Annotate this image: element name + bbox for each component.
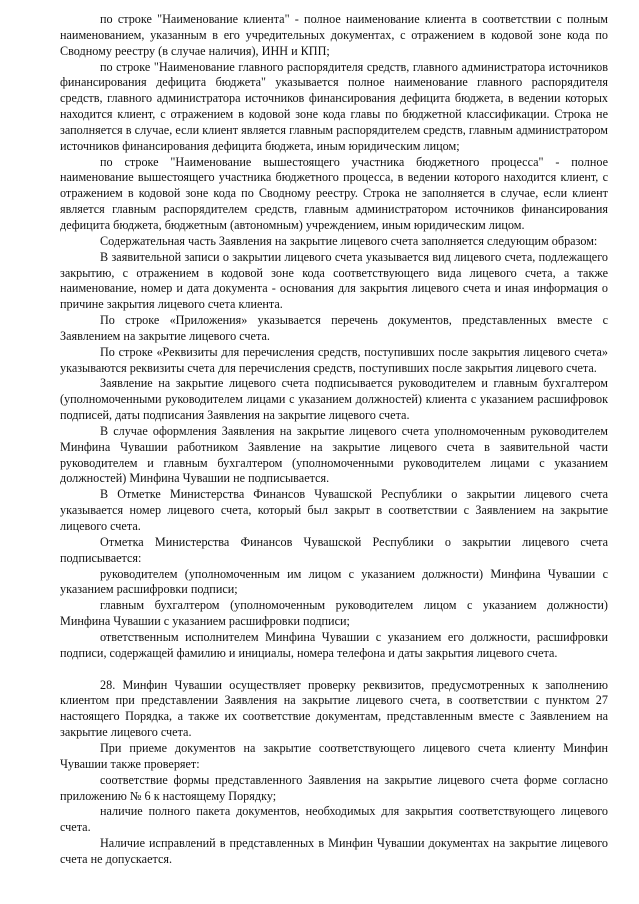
paragraph-ministry-mark: В Отметке Министерства Финансов Чувашской Республики о закрытии лицевого счета указывается номер лицевого счета, который был закрыт в соответствии с Заявлением на закрытие лицевого счета.: [60, 487, 608, 533]
paragraph-acceptance-check: При приеме документов на закрытие соответствующего лицевого счета клиенту Минфин Чувашии также проверяет:: [60, 740, 608, 771]
paragraph-signer-head: руководителем (уполномоченным им лицом с указанием должности) Минфина Чувашии с указанием расшифровки подписи;: [60, 566, 608, 597]
paragraph-item-28: 28. Минфин Чувашии осуществляет проверку реквизитов, предусмотренных к заполнению клиентом при представлении Заявления на закрытие лицевого счета, в соответствии с пунктом 27 настоящего Порядка, а также их соответствие документам, представленным вместе с Заявлением на закрытие лицевого счета.: [60, 677, 608, 740]
paragraph-transfer-details: По строке «Реквизиты для перечисления средств, поступивших после закрытия лицевого счета» указываются реквизиты счета для перечисления средств, поступивших после закрытия лицевого счета.: [60, 344, 608, 375]
paragraph-document-package: наличие полного пакета документов, необходимых для закрытия соответствующего лицевого счета.: [60, 804, 608, 835]
paragraph-signer-executor: ответственным исполнителем Минфина Чувашии с указанием его должности, расшифровки подписи, содержащей фамилию и инициалы, номера телефона и даты закрытия лицевого счета.: [60, 629, 608, 660]
paragraph-no-corrections: Наличие исправлений в представленных в Минфин Чувашии документах на закрытие лицевого счета не допускается.: [60, 836, 608, 866]
paragraph-superior-participant: по строке "Наименование вышестоящего участника бюджетного процесса" - полное наименование вышестоящего участника бюджетного процесса, в ведении которого находится клиент, с отражением в кодовой зоне кода по Сводному реестру. Строка не заполняется в случае, если клиент является главным распорядителем средств, главным администратором источников финансирования дефицита бюджета, бюджетным (автономным) учреждением, иным юридическим лицом.: [60, 154, 608, 232]
paragraph-signer-accountant: главным бухгалтером (уполномоченным руководителем лицом с указанием должности) Минфина Чувашии с указанием расшифровки подписи;: [60, 598, 608, 629]
paragraph-client-name: по строке "Наименование клиента" - полное наименование клиента в соответствии с полным наименованием, указанным в его учредительных документах, с отражением в кодовой зоне кода по Сводному реестру (в случае наличия), ИНН и КПП;: [60, 12, 608, 58]
paragraph-chief-administrator: по строке "Наименование главного распорядителя средств, главного администратора источников финансирования дефицита бюджета" указывается полное наименование главного распорядителя средств, главного администратора источников финансирования дефицита бюджета, в ведении которых находится клиент, с отражением в кодовой зоне кода главы по бюджетной классификации. Строка не заполняется в случае, если клиент является главным распорядителем средств, главным администратором источников финансирования дефицита бюджета, иным юридическим лицом;: [60, 59, 608, 153]
paragraph-signing: Заявление на закрытие лицевого счета подписывается руководителем и главным бухгалтером (уполномоченными руководителем лицами с указанием должностей) клиента с указанием расшифровок подписей, даты подписания Заявления на закрытие лицевого счета.: [60, 376, 608, 423]
document-page: [60, 12, 608, 868]
paragraph-mark-signed-by: Отметка Министерства Финансов Чувашской Республики о закрытии лицевого счета подписывается:: [60, 534, 608, 565]
paragraph-attachments: По строке «Приложения» указывается перечень документов, представленных вместе с Заявлением на закрытие лицевого счета.: [60, 313, 608, 343]
paragraph-authorized-employee: В случае оформления Заявления на закрытие лицевого счета уполномоченным руководителем Минфина Чувашии работником Заявление на закрытие лицевого счета в заявительной части руководителем и главным бухгалтером (уполномоченными руководителем лицами с указанием должностей) Минфина Чувашии не подписывается.: [60, 423, 608, 486]
paragraph-declaration-record: В заявительной записи о закрытии лицевого счета указывается вид лицевого счета, подлежащего закрытию, с отражением в кодовой зоне кода соответствующего вида лицевого счета, а также наименование, номер и дата документа - основания для закрытия лицевого счета и иная информация о причине закрытия лицевого счета клиента.: [60, 249, 608, 312]
paragraph-content-intro: Содержательная часть Заявления на закрытие лицевого счета заполняется следующим образом:: [100, 233, 598, 248]
paragraph-form-compliance: соответствие формы представленного Заявления на закрытие лицевого счета форме согласно приложению № 6 к настоящему Порядку;: [60, 772, 608, 803]
